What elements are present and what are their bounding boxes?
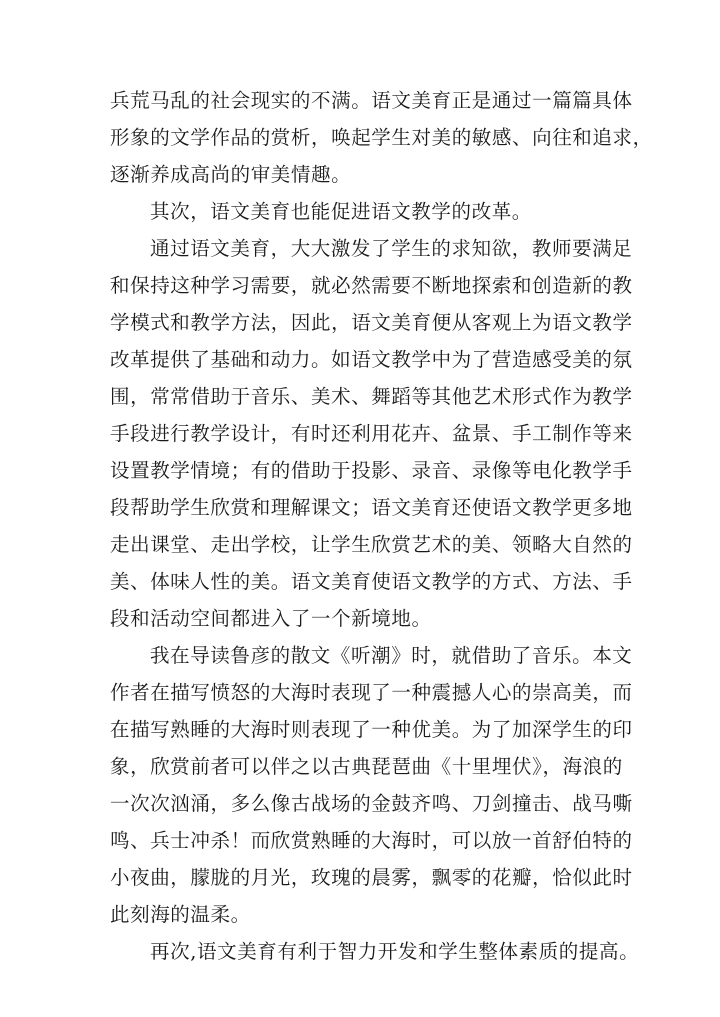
text-line: 改革提供了基础和动力。如语文教学中为了营造感受美的氛	[110, 348, 633, 371]
text-line: 手段进行教学设计，有时还利用花卉、盆景、手工制作等来	[110, 422, 633, 445]
text-line: 段帮助学生欣赏和理解课文；语文美育还使语文教学更多地	[110, 496, 633, 519]
text-line: 段和活动空间都进入了一个新境地。	[110, 607, 432, 630]
text-line: 通过语文美育，大大激发了学生的求知欲，教师要满足	[150, 237, 633, 260]
body-text	[110, 82, 653, 970]
text-line: 其次，语文美育也能促进语文教学的改革。	[150, 200, 532, 223]
text-line: 此刻海的温柔。	[110, 903, 251, 926]
text-line: 象，欣赏前者可以伴之以古典琵琶曲《十里埋伏》，海浪的	[110, 755, 623, 778]
text-line: 在描写熟睡的大海时则表现了一种优美。为了加深学生的印	[110, 718, 633, 741]
text-line: 设置教学情境；有的借助于投影、录音、录像等电化教学手	[110, 459, 633, 482]
text-line: 围，常常借助于音乐、美术、舞蹈等其他艺术形式作为教学	[110, 385, 633, 408]
text-line: 美、体味人性的美。语文美育使语文教学的方式、方法、手	[110, 570, 633, 593]
text-line: 鸣、兵士冲杀！而欣赏熟睡的大海时，可以放一首舒伯特的	[110, 829, 633, 852]
text-line: 再次,语文美育有利于智力开发和学生整体素质的提高。	[150, 940, 640, 963]
text-line: 兵荒马乱的社会现实的不满。语文美育正是通过一篇篇具体	[110, 89, 633, 112]
text-line: 逐渐养成高尚的审美情趣。	[110, 163, 352, 186]
text-line: 一次次汹涌，多么像古战场的金鼓齐鸣、刀剑撞击、战马嘶	[110, 792, 633, 815]
text-line: 作者在描写愤怒的大海时表现了一种震撼人心的崇高美，而	[110, 681, 633, 704]
text-line: 小夜曲，朦胧的月光，玫瑰的晨雾，飘零的花瓣，恰似此时	[110, 866, 633, 889]
text-line: 和保持这种学习需要，就必然需要不断地探索和创造新的教	[110, 274, 633, 297]
text-line: 我在导读鲁彦的散文《听潮》时，就借助了音乐。本文	[150, 644, 633, 667]
text-line: 走出课堂、走出学校，让学生欣赏艺术的美、领略大自然的	[110, 533, 633, 556]
text-line: 学模式和教学方法，因此，语文美育便从客观上为语文教学	[110, 311, 633, 334]
text-line: 形象的文学作品的赏析，唤起学生对美的敏感、向往和追求，	[110, 126, 653, 149]
